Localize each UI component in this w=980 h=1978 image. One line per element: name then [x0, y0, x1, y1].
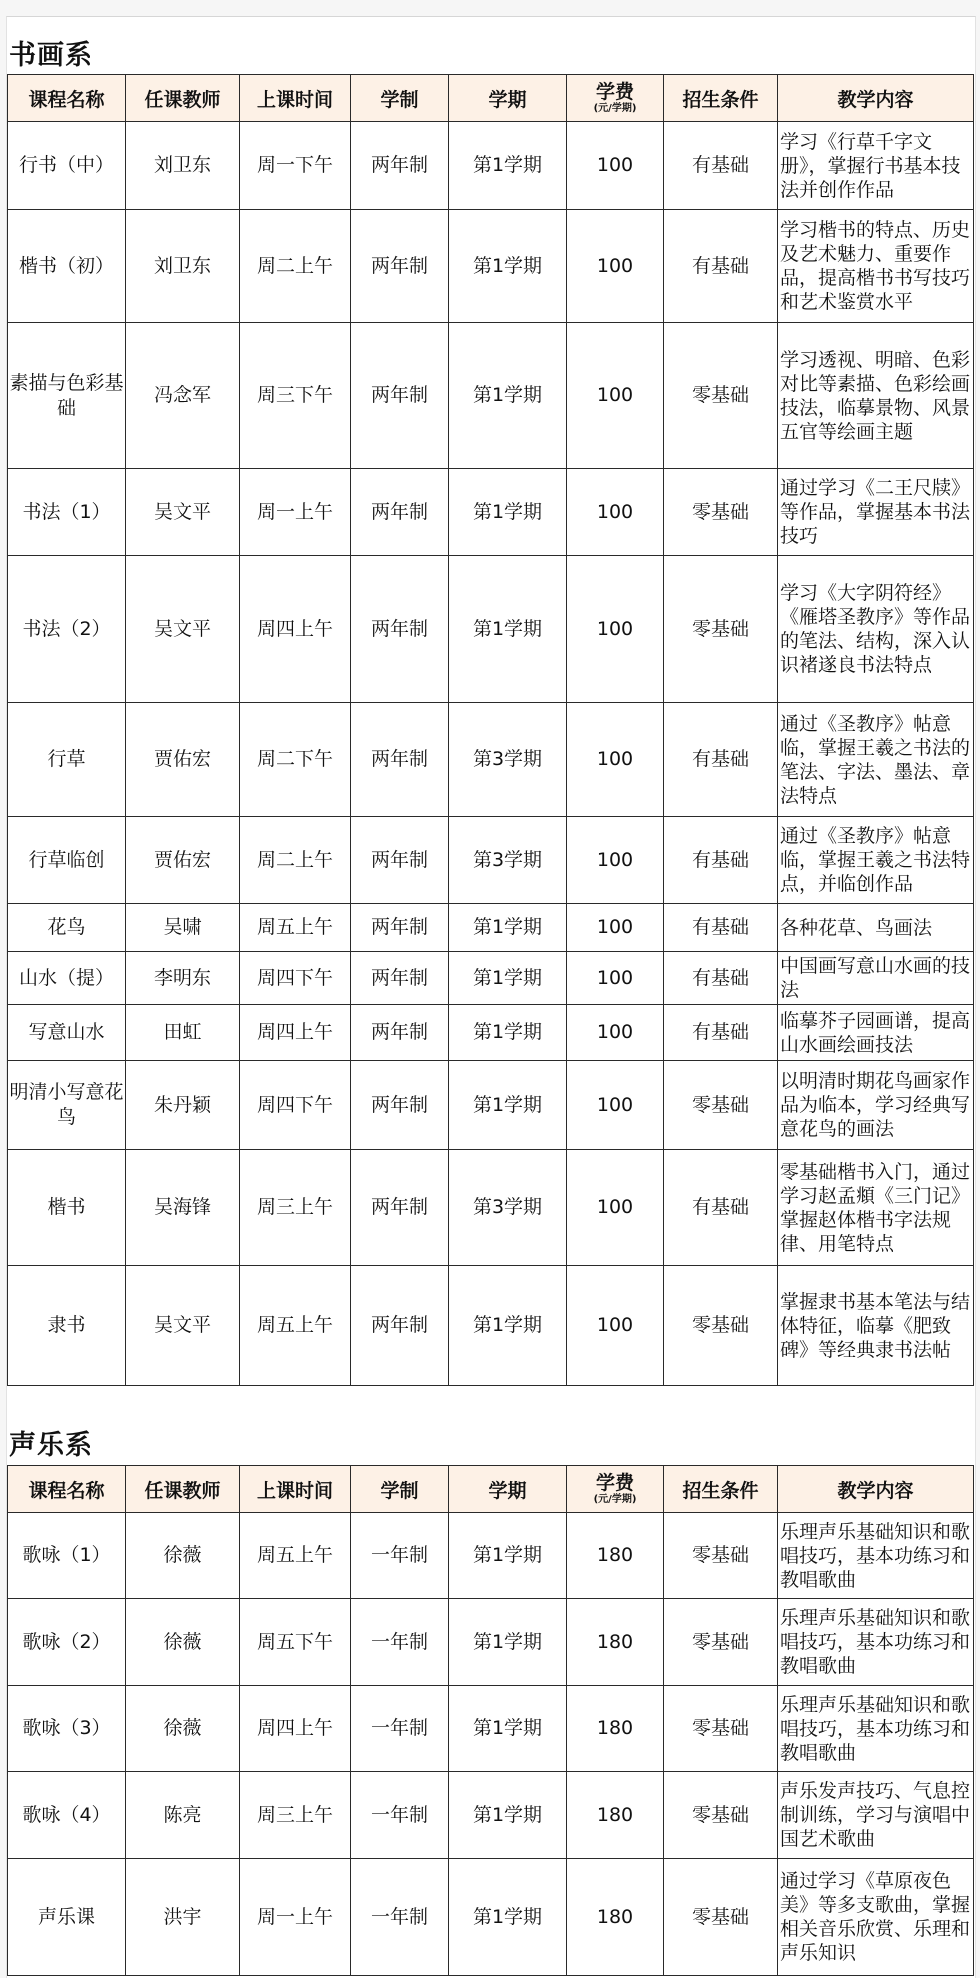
table-row	[8, 1266, 974, 1386]
cell-content: 乐理声乐基础知识和歌唱技巧，基本功练习和教唱歌曲	[778, 1686, 974, 1772]
cell-fee: 180	[567, 1686, 664, 1772]
cell-system: 一年制	[351, 1859, 449, 1976]
cell-content: 以明清时期花鸟画家作品为临本，学习经典写意花鸟的画法	[778, 1061, 974, 1150]
cell-teacher: 刘卫东	[126, 210, 240, 323]
header-time: 上课时间	[240, 1466, 351, 1513]
cell-time: 周一下午	[240, 122, 351, 210]
cell-content: 学习楷书的特点、历史及艺术魅力、重要作品，提高楷书书写技巧和艺术鉴赏水平	[778, 210, 974, 323]
cell-condition: 有基础	[664, 952, 778, 1005]
table-row	[8, 952, 974, 1005]
cell-content: 学习《行草千字文册》，掌握行书基本技法并创作作品	[778, 122, 974, 210]
cell-teacher: 冯念军	[126, 323, 240, 469]
cell-content: 临摹芥子园画谱，提高山水画绘画技法	[778, 1005, 974, 1061]
cell-course: 行草	[8, 703, 126, 817]
cell-system: 两年制	[351, 210, 449, 323]
cell-fee: 180	[567, 1772, 664, 1859]
cell-system: 两年制	[351, 469, 449, 556]
cell-system: 两年制	[351, 556, 449, 703]
cell-teacher: 陈亮	[126, 1772, 240, 1859]
cell-semester: 第1学期	[449, 1266, 567, 1386]
cell-fee: 100	[567, 1150, 664, 1266]
cell-fee: 100	[567, 817, 664, 904]
cell-semester: 第1学期	[449, 1599, 567, 1686]
cell-time: 周二上午	[240, 817, 351, 904]
cell-system: 一年制	[351, 1513, 449, 1599]
cell-condition: 零基础	[664, 469, 778, 556]
cell-system: 两年制	[351, 1266, 449, 1386]
cell-fee: 100	[567, 703, 664, 817]
cell-semester: 第1学期	[449, 1513, 567, 1599]
cell-fee: 100	[567, 1061, 664, 1150]
cell-system: 两年制	[351, 1061, 449, 1150]
cell-condition: 有基础	[664, 122, 778, 210]
header-system: 学制	[351, 75, 449, 122]
section-title-calligraphy-painting: 书画系	[9, 40, 93, 71]
cell-time: 周三上午	[240, 1772, 351, 1859]
table-row	[8, 1772, 974, 1859]
cell-time: 周四上午	[240, 1686, 351, 1772]
cell-teacher: 吴文平	[126, 1266, 240, 1386]
cell-semester: 第3学期	[449, 817, 567, 904]
cell-content: 各种花草、鸟画法	[778, 904, 974, 952]
table-row	[8, 469, 974, 556]
cell-semester: 第1学期	[449, 1005, 567, 1061]
header-content: 教学内容	[778, 75, 974, 122]
cell-teacher: 洪宇	[126, 1859, 240, 1976]
cell-system: 两年制	[351, 703, 449, 817]
cell-system: 两年制	[351, 1005, 449, 1061]
cell-course: 素描与色彩基础	[8, 323, 126, 469]
cell-condition: 有基础	[664, 703, 778, 817]
cell-condition: 有基础	[664, 904, 778, 952]
header-teacher: 任课教师	[126, 75, 240, 122]
header-course: 课程名称	[8, 1466, 126, 1513]
cell-time: 周四下午	[240, 1061, 351, 1150]
cell-course: 歌咏（3）	[8, 1686, 126, 1772]
cell-time: 周五上午	[240, 1513, 351, 1599]
cell-course: 花鸟	[8, 904, 126, 952]
cell-semester: 第1学期	[449, 210, 567, 323]
table-row	[8, 703, 974, 817]
cell-semester: 第1学期	[449, 1772, 567, 1859]
cell-course: 山水（提）	[8, 952, 126, 1005]
table-row	[8, 817, 974, 904]
cell-condition: 零基础	[664, 1772, 778, 1859]
cell-course: 楷书（初）	[8, 210, 126, 323]
header-fee	[567, 75, 664, 122]
cell-condition: 有基础	[664, 1150, 778, 1266]
cell-course: 明清小写意花鸟	[8, 1061, 126, 1150]
cell-time: 周四上午	[240, 556, 351, 703]
table-header-row	[8, 1466, 974, 1513]
cell-content: 通过《圣教序》帖意临，掌握王羲之书法的笔法、字法、墨法、章法特点	[778, 703, 974, 817]
cell-fee: 100	[567, 904, 664, 952]
cell-semester: 第1学期	[449, 1859, 567, 1976]
cell-semester: 第1学期	[449, 323, 567, 469]
cell-course: 行草临创	[8, 817, 126, 904]
cell-time: 周五上午	[240, 1266, 351, 1386]
course-table-calligraphy-painting	[7, 74, 974, 1386]
cell-semester: 第1学期	[449, 556, 567, 703]
cell-semester: 第1学期	[449, 1061, 567, 1150]
cell-time: 周二上午	[240, 210, 351, 323]
table-header-row	[8, 75, 974, 122]
table-row	[8, 556, 974, 703]
header-fee-unit: (元/学期)	[593, 102, 637, 114]
table-row	[8, 210, 974, 323]
cell-condition: 零基础	[664, 556, 778, 703]
header-teacher: 任课教师	[126, 1466, 240, 1513]
cell-fee: 180	[567, 1859, 664, 1976]
cell-condition: 有基础	[664, 1005, 778, 1061]
table-row	[8, 323, 974, 469]
cell-fee: 180	[567, 1599, 664, 1686]
cell-system: 一年制	[351, 1772, 449, 1859]
cell-fee: 100	[567, 210, 664, 323]
cell-teacher: 吴啸	[126, 904, 240, 952]
cell-semester: 第1学期	[449, 1686, 567, 1772]
cell-semester: 第3学期	[449, 703, 567, 817]
cell-teacher: 徐薇	[126, 1513, 240, 1599]
cell-teacher: 徐薇	[126, 1599, 240, 1686]
cell-system: 一年制	[351, 1599, 449, 1686]
cell-condition: 零基础	[664, 1859, 778, 1976]
cell-course: 歌咏（4）	[8, 1772, 126, 1859]
cell-fee: 100	[567, 1266, 664, 1386]
cell-time: 周五下午	[240, 1599, 351, 1686]
cell-fee: 100	[567, 323, 664, 469]
table-row	[8, 1686, 974, 1772]
cell-time: 周一上午	[240, 1859, 351, 1976]
cell-fee: 100	[567, 952, 664, 1005]
cell-fee: 100	[567, 1005, 664, 1061]
cell-teacher: 李明东	[126, 952, 240, 1005]
table-row	[8, 1859, 974, 1976]
header-system: 学制	[351, 1466, 449, 1513]
cell-course: 行书（中）	[8, 122, 126, 210]
cell-condition: 零基础	[664, 1513, 778, 1599]
header-time: 上课时间	[240, 75, 351, 122]
cell-fee: 100	[567, 122, 664, 210]
cell-content: 通过《圣教序》帖意临，掌握王羲之书法特点，并临创作品	[778, 817, 974, 904]
cell-teacher: 吴文平	[126, 469, 240, 556]
section-title-vocal-music: 声乐系	[9, 1430, 93, 1461]
cell-teacher: 吴文平	[126, 556, 240, 703]
cell-content: 掌握隶书基本笔法与结体特征，临摹《肥致碑》等经典隶书法帖	[778, 1266, 974, 1386]
table-row	[8, 1061, 974, 1150]
header-fee-label: 学费	[595, 1471, 634, 1494]
cell-teacher: 吴海锋	[126, 1150, 240, 1266]
cell-content: 通过学习《二王尺牍》等作品，掌握基本书法技巧	[778, 469, 974, 556]
cell-teacher: 徐薇	[126, 1686, 240, 1772]
cell-system: 两年制	[351, 323, 449, 469]
cell-content: 学习透视、明暗、色彩对比等素描、色彩绘画技法，临摹景物、风景五官等绘画主题	[778, 323, 974, 469]
cell-condition: 零基础	[664, 1686, 778, 1772]
cell-time: 周四下午	[240, 952, 351, 1005]
cell-condition: 零基础	[664, 1266, 778, 1386]
cell-course: 歌咏（2）	[8, 1599, 126, 1686]
cell-condition: 有基础	[664, 817, 778, 904]
header-content: 教学内容	[778, 1466, 974, 1513]
course-schedule-page	[6, 16, 976, 1978]
cell-time: 周一上午	[240, 469, 351, 556]
cell-content: 乐理声乐基础知识和歌唱技巧，基本功练习和教唱歌曲	[778, 1599, 974, 1686]
header-condition: 招生条件	[664, 75, 778, 122]
cell-teacher: 贾佑宏	[126, 703, 240, 817]
cell-semester: 第1学期	[449, 469, 567, 556]
cell-teacher: 贾佑宏	[126, 817, 240, 904]
cell-time: 周四上午	[240, 1005, 351, 1061]
course-table-vocal-music	[7, 1465, 974, 1976]
cell-content: 通过学习《草原夜色美》等多支歌曲，掌握相关音乐欣赏、乐理和声乐知识	[778, 1859, 974, 1976]
cell-content: 零基础楷书入门，通过学习赵孟頫《三门记》掌握赵体楷书字法规律、用笔特点	[778, 1150, 974, 1266]
cell-course: 隶书	[8, 1266, 126, 1386]
cell-system: 两年制	[351, 817, 449, 904]
cell-course: 书法（1）	[8, 469, 126, 556]
cell-teacher: 刘卫东	[126, 122, 240, 210]
cell-time: 周五上午	[240, 904, 351, 952]
cell-content: 学习《大字阴符经》《雁塔圣教序》等作品的笔法、结构，深入认识褚遂良书法特点	[778, 556, 974, 703]
header-fee	[567, 1466, 664, 1513]
cell-teacher: 朱丹颖	[126, 1061, 240, 1150]
cell-time: 周三下午	[240, 323, 351, 469]
cell-course: 楷书	[8, 1150, 126, 1266]
table-row	[8, 1599, 974, 1686]
table-row	[8, 1005, 974, 1061]
cell-condition: 有基础	[664, 210, 778, 323]
cell-fee: 100	[567, 469, 664, 556]
header-semester: 学期	[449, 1466, 567, 1513]
table-row	[8, 122, 974, 210]
cell-semester: 第3学期	[449, 1150, 567, 1266]
cell-system: 两年制	[351, 952, 449, 1005]
cell-system: 一年制	[351, 1686, 449, 1772]
header-semester: 学期	[449, 75, 567, 122]
header-course: 课程名称	[8, 75, 126, 122]
cell-content: 乐理声乐基础知识和歌唱技巧，基本功练习和教唱歌曲	[778, 1513, 974, 1599]
cell-content: 声乐发声技巧、气息控制训练，学习与演唱中国艺术歌曲	[778, 1772, 974, 1859]
table-row	[8, 904, 974, 952]
cell-system: 两年制	[351, 904, 449, 952]
header-fee-unit: (元/学期)	[593, 1493, 637, 1505]
cell-time: 周三上午	[240, 1150, 351, 1266]
table-row	[8, 1150, 974, 1266]
cell-teacher: 田虹	[126, 1005, 240, 1061]
cell-course: 声乐课	[8, 1859, 126, 1976]
header-condition: 招生条件	[664, 1466, 778, 1513]
cell-time: 周二下午	[240, 703, 351, 817]
cell-semester: 第1学期	[449, 122, 567, 210]
cell-course: 书法（2）	[8, 556, 126, 703]
cell-fee: 180	[567, 1513, 664, 1599]
cell-system: 两年制	[351, 122, 449, 210]
cell-condition: 零基础	[664, 1599, 778, 1686]
table-row	[8, 1513, 974, 1599]
cell-semester: 第1学期	[449, 904, 567, 952]
cell-fee: 100	[567, 556, 664, 703]
cell-system: 两年制	[351, 1150, 449, 1266]
cell-course: 写意山水	[8, 1005, 126, 1061]
header-fee-label: 学费	[595, 80, 634, 103]
cell-course: 歌咏（1）	[8, 1513, 126, 1599]
cell-semester: 第1学期	[449, 952, 567, 1005]
cell-condition: 零基础	[664, 323, 778, 469]
cell-condition: 零基础	[664, 1061, 778, 1150]
cell-content: 中国画写意山水画的技法	[778, 952, 974, 1005]
